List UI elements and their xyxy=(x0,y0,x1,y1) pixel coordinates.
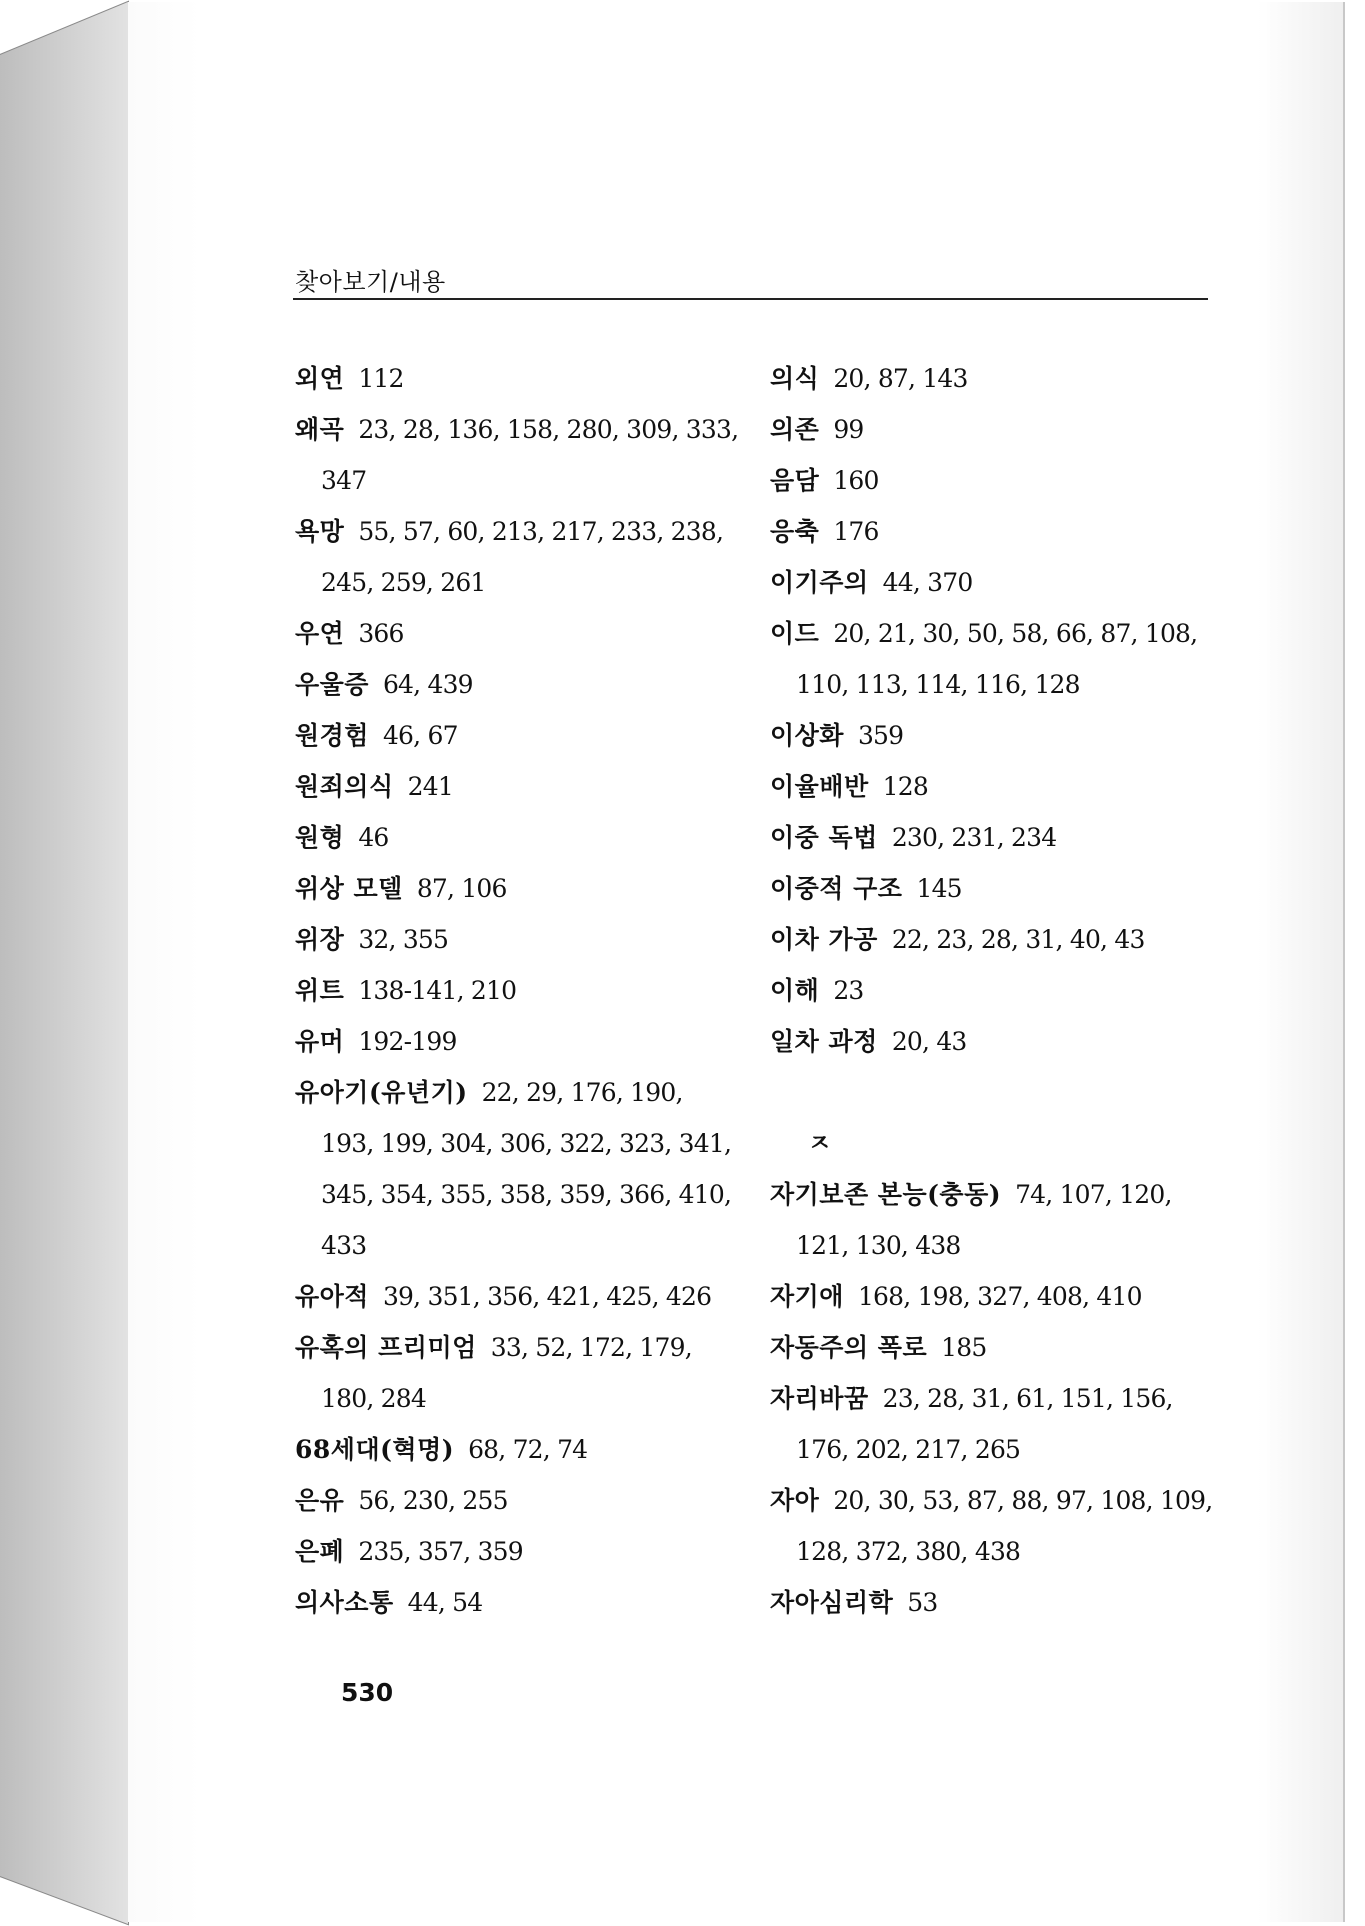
index-entry xyxy=(770,353,1220,404)
index-page-refs: 433 xyxy=(321,1231,367,1260)
index-page-refs: 64, 439 xyxy=(382,670,473,699)
index-entry xyxy=(295,455,765,506)
index-entry xyxy=(295,1526,765,1577)
index-entry xyxy=(770,710,1220,761)
index-page-refs: 128 xyxy=(882,772,928,801)
index-page-refs: 33, 52, 172, 179, xyxy=(490,1333,692,1362)
index-column-right xyxy=(770,353,1220,1628)
index-term: 이기주의 xyxy=(770,568,869,597)
running-head: 찾아보기/내용 xyxy=(295,268,446,296)
index-page-refs: 138-141, 210 xyxy=(358,976,517,1005)
index-term: 원죄의식 xyxy=(295,772,394,801)
index-page-refs: 180, 284 xyxy=(321,1384,426,1413)
index-page-refs: 87, 106 xyxy=(416,874,507,903)
index-entry xyxy=(295,1322,765,1373)
index-entry xyxy=(295,761,765,812)
index-term: 유아적 xyxy=(295,1282,369,1311)
index-entry xyxy=(770,1475,1220,1526)
index-entry xyxy=(295,353,765,404)
index-entry xyxy=(770,1526,1220,1577)
index-page-refs: 345, 354, 355, 358, 359, 366, 410, xyxy=(321,1180,732,1209)
index-entry xyxy=(295,659,765,710)
index-entry xyxy=(295,1271,765,1322)
index-page-refs: 23, 28, 136, 158, 280, 309, 333, xyxy=(358,415,739,444)
index-term: 이차 가공 xyxy=(770,925,878,954)
index-entry xyxy=(770,1373,1220,1424)
index-page-refs: 53 xyxy=(907,1588,938,1617)
index-page-refs: 347 xyxy=(321,466,367,495)
index-entry xyxy=(295,1577,765,1628)
index-page-refs: 245, 259, 261 xyxy=(321,568,486,597)
index-term: 위상 모델 xyxy=(295,874,403,903)
index-page-refs: 121, 130, 438 xyxy=(796,1231,961,1260)
index-entry xyxy=(295,812,765,863)
index-page-refs: 241 xyxy=(407,772,453,801)
index-term: 우울증 xyxy=(295,670,369,699)
index-term: 자아심리학 xyxy=(770,1588,894,1617)
index-entry xyxy=(295,710,765,761)
page-number: 530 xyxy=(341,1678,394,1707)
index-entry xyxy=(295,1169,765,1220)
index-page-refs: 176, 202, 217, 265 xyxy=(796,1435,1021,1464)
index-page-refs: 128, 372, 380, 438 xyxy=(796,1537,1021,1566)
index-term: 유혹의 프리미엄 xyxy=(295,1333,477,1362)
index-page-refs: 359 xyxy=(857,721,904,750)
index-term: 외연 xyxy=(295,364,345,393)
index-term: 이해 xyxy=(770,976,820,1005)
section-heading: ㅈ xyxy=(808,1129,831,1157)
index-term: 욕망 xyxy=(295,517,345,546)
index-term: 원형 xyxy=(295,823,345,852)
index-entry xyxy=(295,965,765,1016)
index-entry xyxy=(770,1577,1220,1628)
index-page-refs: 46, 67 xyxy=(382,721,458,750)
index-term: 68세대(혁명) xyxy=(295,1435,455,1464)
index-page-refs: 44, 370 xyxy=(882,568,973,597)
index-entry xyxy=(770,1424,1220,1475)
index-term: 위장 xyxy=(295,925,345,954)
index-entry xyxy=(770,659,1220,710)
index-entry xyxy=(295,1220,765,1271)
index-page-refs: 23 xyxy=(833,976,864,1005)
index-page-refs: 235, 357, 359 xyxy=(358,1537,523,1566)
index-term: 우연 xyxy=(295,619,345,648)
index-page-refs: 56, 230, 255 xyxy=(358,1486,508,1515)
index-entry xyxy=(770,863,1220,914)
index-page-refs: 39, 351, 356, 421, 425, 426 xyxy=(382,1282,712,1311)
index-entry xyxy=(770,1169,1220,1220)
index-entry xyxy=(770,1322,1220,1373)
index-term: 왜곡 xyxy=(295,415,345,444)
index-term: 의존 xyxy=(770,415,820,444)
index-term: 유머 xyxy=(295,1027,345,1056)
index-term: 이중적 구조 xyxy=(770,874,903,903)
index-page-refs: 160 xyxy=(833,466,879,495)
index-page-refs: 193, 199, 304, 306, 322, 323, 341, xyxy=(321,1129,732,1158)
index-entry xyxy=(295,1373,765,1424)
section-spacer xyxy=(770,1067,1220,1118)
index-page-refs: 176 xyxy=(833,517,879,546)
index-column-left xyxy=(295,353,765,1628)
index-entry xyxy=(770,914,1220,965)
index-page-refs: 74, 107, 120, xyxy=(1015,1180,1172,1209)
index-page-refs: 110, 113, 114, 116, 128 xyxy=(796,670,1080,699)
index-term: 이중 독법 xyxy=(770,823,878,852)
index-entry xyxy=(770,1220,1220,1271)
index-entry xyxy=(770,455,1220,506)
index-page-refs: 22, 23, 28, 31, 40, 43 xyxy=(891,925,1145,954)
index-entry xyxy=(770,506,1220,557)
index-term: 은유 xyxy=(295,1486,345,1515)
index-page-refs: 46 xyxy=(358,823,389,852)
index-term: 이율배반 xyxy=(770,772,869,801)
index-entry xyxy=(770,608,1220,659)
index-entry xyxy=(295,863,765,914)
index-page-refs: 44, 54 xyxy=(407,1588,483,1617)
index-page-refs: 99 xyxy=(833,415,864,444)
index-entry xyxy=(295,1067,765,1118)
index-entry xyxy=(295,506,765,557)
index-page-refs: 20, 43 xyxy=(891,1027,967,1056)
index-page-refs: 145 xyxy=(916,874,962,903)
index-entry xyxy=(770,761,1220,812)
index-page-refs: 23, 28, 31, 61, 151, 156, xyxy=(882,1384,1173,1413)
index-entry xyxy=(295,1424,765,1475)
index-term: 자기애 xyxy=(770,1282,844,1311)
index-page-refs: 55, 57, 60, 213, 217, 233, 238, xyxy=(358,517,724,546)
index-entry xyxy=(770,557,1220,608)
index-term: 원경험 xyxy=(295,721,369,750)
index-entry xyxy=(770,965,1220,1016)
index-entry xyxy=(295,404,765,455)
index-page-refs: 68, 72, 74 xyxy=(468,1435,588,1464)
index-entry xyxy=(295,1475,765,1526)
index-entry xyxy=(295,608,765,659)
index-entry xyxy=(770,1016,1220,1067)
index-term: 은폐 xyxy=(295,1537,345,1566)
index-entry xyxy=(770,812,1220,863)
index-page-refs: 20, 21, 30, 50, 58, 66, 87, 108, xyxy=(833,619,1198,648)
index-page-refs: 22, 29, 176, 190, xyxy=(481,1078,683,1107)
index-term: 자리바꿈 xyxy=(770,1384,869,1413)
index-entry xyxy=(770,1271,1220,1322)
index-term: 유아기(유년기) xyxy=(295,1078,468,1107)
index-page-refs: 366 xyxy=(358,619,404,648)
index-page-refs: 32, 355 xyxy=(358,925,449,954)
index-term: 자기보존 본능(충동) xyxy=(770,1180,1002,1209)
header-rule xyxy=(293,298,1208,300)
index-term: 이드 xyxy=(770,619,820,648)
index-entry xyxy=(295,914,765,965)
index-term: 응축 xyxy=(770,517,820,546)
index-term: 의사소통 xyxy=(295,1588,394,1617)
index-term: 일차 과정 xyxy=(770,1027,878,1056)
index-entry xyxy=(295,1016,765,1067)
index-term: 자아 xyxy=(770,1486,820,1515)
index-entry xyxy=(295,1118,765,1169)
index-entry xyxy=(295,557,765,608)
index-term: 자동주의 폭로 xyxy=(770,1333,928,1362)
index-page-refs: 20, 30, 53, 87, 88, 97, 108, 109, xyxy=(833,1486,1213,1515)
index-term: 의식 xyxy=(770,364,820,393)
index-entry xyxy=(770,404,1220,455)
index-page-refs: 230, 231, 234 xyxy=(891,823,1057,852)
index-page-refs: 185 xyxy=(941,1333,987,1362)
index-term: 이상화 xyxy=(770,721,844,750)
index-term: 위트 xyxy=(295,976,345,1005)
index-term: 음담 xyxy=(770,466,820,495)
index-page-refs: 168, 198, 327, 408, 410 xyxy=(857,1282,1142,1311)
index-page-refs: 20, 87, 143 xyxy=(833,364,968,393)
index-page-refs: 112 xyxy=(358,364,404,393)
index-page-refs: 192-199 xyxy=(358,1027,457,1056)
